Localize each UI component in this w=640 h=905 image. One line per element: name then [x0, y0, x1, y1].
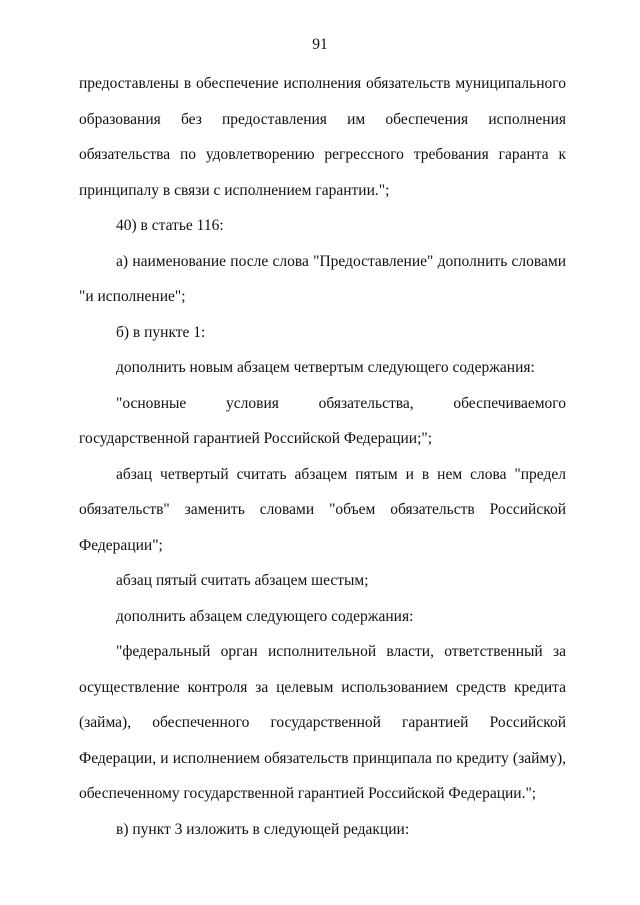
page-number: 91	[312, 36, 328, 53]
paragraph-fourth-to-fifth: абзац четвертый считать абзацем пятым и в нем слова "предел обязательств" заменить словами "объем обязательств Российской Федерации";	[79, 465, 566, 554]
paragraph-fifth-to-sixth: абзац пятый считать абзацем шестым;	[116, 572, 369, 589]
paragraph-add-clause: дополнить абзацем следующего содержания:	[116, 607, 414, 625]
document-body	[79, 66, 566, 847]
paragraph-subitem-v: в) пункт 3 изложить в следующей редакции:	[116, 820, 410, 838]
paragraph-item-40: 40) в статье 116:	[116, 217, 224, 234]
paragraph-guarantee-continuation: предоставлены в обеспечение исполнения обязательств муниципального образования без предоставления им обеспечения исполнения обязательства по удовлетворению регрессного требования гаранта к принципалу в связи с исполнением гарантии.";	[79, 75, 566, 199]
paragraph-add-fourth-clause: дополнить новым абзацем четвертым следующего содержания:	[116, 359, 535, 376]
paragraph-quoted-conditions: "основные условия обязательства, обеспечиваемого государственной гарантией Российской Федерации;";	[79, 394, 566, 447]
paragraph-subitem-b: б) в пункте 1:	[116, 323, 206, 341]
paragraph-subitem-a: а) наименование после слова "Предоставление" дополнить словами "и исполнение";	[79, 252, 566, 305]
paragraph-quoted-federal-body: "федеральный орган исполнительной власти, ответственный за осуществление контроля за целевым использованием средств кредита (займа), обеспеченного государственной гарантией Российской Федерации, и исполнением обязательств принципала по кредиту (займу), обеспеченному государственной гарантией Российской Федерации.";	[79, 643, 566, 802]
